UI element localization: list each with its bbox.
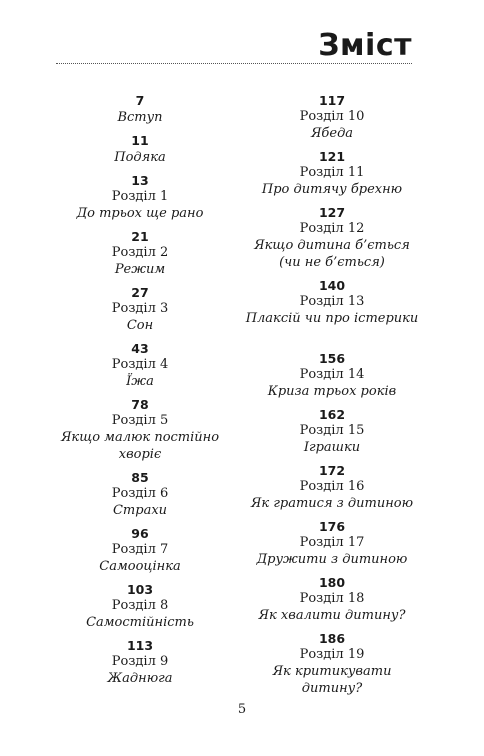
entry-page-number: 186 bbox=[318, 631, 346, 646]
entry-page-number: 121 bbox=[318, 149, 346, 164]
toc-entry[interactable] bbox=[50, 228, 230, 278]
toc-entry[interactable] bbox=[242, 277, 422, 327]
toc-entry[interactable] bbox=[242, 462, 422, 512]
entry-title: Подяка bbox=[114, 150, 166, 165]
toc-entry[interactable] bbox=[50, 340, 230, 390]
toc-entry[interactable] bbox=[50, 396, 230, 463]
entry-chapter: Розділ 18 bbox=[299, 591, 365, 606]
entry-chapter: Розділ 7 bbox=[111, 542, 169, 557]
entry-title: Страхи bbox=[112, 503, 168, 518]
entry-title: Сон bbox=[126, 318, 154, 333]
toc-entry[interactable] bbox=[50, 132, 230, 166]
entry-page-number: 78 bbox=[131, 397, 149, 412]
entry-title: Режим bbox=[114, 262, 166, 277]
entry-title: Жаднюга bbox=[107, 671, 173, 686]
toc-entry[interactable] bbox=[50, 92, 230, 126]
entry-chapter: Розділ 17 bbox=[299, 535, 365, 550]
page-number: 5 bbox=[237, 702, 247, 717]
entry-title: Як критикувати дитину? bbox=[272, 664, 392, 696]
entry-title: Дружити з дитиною bbox=[256, 552, 408, 567]
entry-page-number: 21 bbox=[131, 229, 149, 244]
entry-page-number: 43 bbox=[131, 341, 149, 356]
entry-title: Іграшки bbox=[303, 440, 361, 455]
entry-title: До трьох ще рано bbox=[76, 206, 204, 221]
entry-chapter: Розділ 10 bbox=[299, 109, 365, 124]
entry-chapter: Розділ 14 bbox=[299, 367, 365, 382]
entry-page-number: 13 bbox=[131, 173, 149, 188]
entry-page-number: 176 bbox=[318, 519, 346, 534]
dotted-divider bbox=[56, 63, 412, 64]
toc-entry[interactable] bbox=[50, 581, 230, 631]
entry-title: Якщо малюк постійно хворіє bbox=[60, 430, 220, 462]
entry-page-number: 156 bbox=[318, 351, 346, 366]
entry-page-number: 140 bbox=[318, 278, 346, 293]
toc-entry[interactable] bbox=[242, 406, 422, 456]
entry-page-number: 117 bbox=[318, 93, 346, 108]
entry-chapter: Розділ 19 bbox=[299, 647, 365, 662]
entry-page-number: 172 bbox=[318, 463, 346, 478]
toc-entry[interactable] bbox=[242, 350, 422, 400]
entry-chapter: Розділ 6 bbox=[111, 486, 169, 501]
entry-title: Як хвалити дитину? bbox=[258, 608, 406, 623]
toc-entry[interactable] bbox=[242, 630, 422, 697]
entry-chapter: Розділ 3 bbox=[111, 301, 169, 316]
entry-page-number: 11 bbox=[131, 133, 149, 148]
entry-title: Криза трьох років bbox=[267, 384, 397, 399]
toc-entry[interactable] bbox=[242, 204, 422, 271]
entry-page-number: 162 bbox=[318, 407, 346, 422]
entry-chapter: Розділ 13 bbox=[299, 294, 365, 309]
entry-page-number: 7 bbox=[135, 93, 145, 108]
entry-title: Як гратися з дитиною bbox=[250, 496, 414, 511]
entry-title: Плаксій чи про істерики bbox=[245, 311, 419, 326]
toc-entry[interactable] bbox=[242, 574, 422, 624]
entry-chapter: Розділ 4 bbox=[111, 357, 169, 372]
entry-page-number: 180 bbox=[318, 575, 346, 590]
toc-entry[interactable] bbox=[50, 172, 230, 222]
entry-page-number: 85 bbox=[131, 470, 149, 485]
entry-page-number: 113 bbox=[126, 638, 154, 653]
entry-chapter: Розділ 15 bbox=[299, 423, 365, 438]
entry-chapter: Розділ 2 bbox=[111, 245, 169, 260]
entry-page-number: 96 bbox=[131, 526, 149, 541]
entry-chapter: Розділ 16 bbox=[299, 479, 365, 494]
toc-entry[interactable] bbox=[50, 469, 230, 519]
entry-chapter: Розділ 1 bbox=[111, 189, 169, 204]
entry-chapter: Розділ 11 bbox=[299, 165, 365, 180]
toc-entry[interactable] bbox=[242, 148, 422, 198]
entry-title: Самооцінка bbox=[99, 559, 181, 574]
entry-page-number: 127 bbox=[318, 205, 346, 220]
page-title: Зміст bbox=[318, 28, 412, 63]
toc-entry[interactable] bbox=[50, 284, 230, 334]
toc-entry[interactable] bbox=[242, 518, 422, 568]
toc-entry[interactable] bbox=[50, 525, 230, 575]
entry-chapter: Розділ 8 bbox=[111, 598, 169, 613]
entry-title: Їжа bbox=[126, 374, 154, 389]
entry-title: Якщо дитина б’ється (чи не б’ється) bbox=[254, 238, 410, 270]
entry-chapter: Розділ 12 bbox=[299, 221, 365, 236]
toc-entry[interactable] bbox=[50, 637, 230, 687]
entry-chapter: Розділ 9 bbox=[111, 654, 169, 669]
entry-title: Ябеда bbox=[310, 126, 354, 141]
entry-title: Про дитячу брехню bbox=[261, 182, 403, 197]
entry-title: Самостійність bbox=[86, 615, 194, 630]
entry-page-number: 103 bbox=[126, 582, 154, 597]
entry-chapter: Розділ 5 bbox=[111, 413, 169, 428]
toc-entry[interactable] bbox=[242, 92, 422, 142]
entry-page-number: 27 bbox=[131, 285, 149, 300]
entry-title: Вступ bbox=[117, 110, 163, 125]
